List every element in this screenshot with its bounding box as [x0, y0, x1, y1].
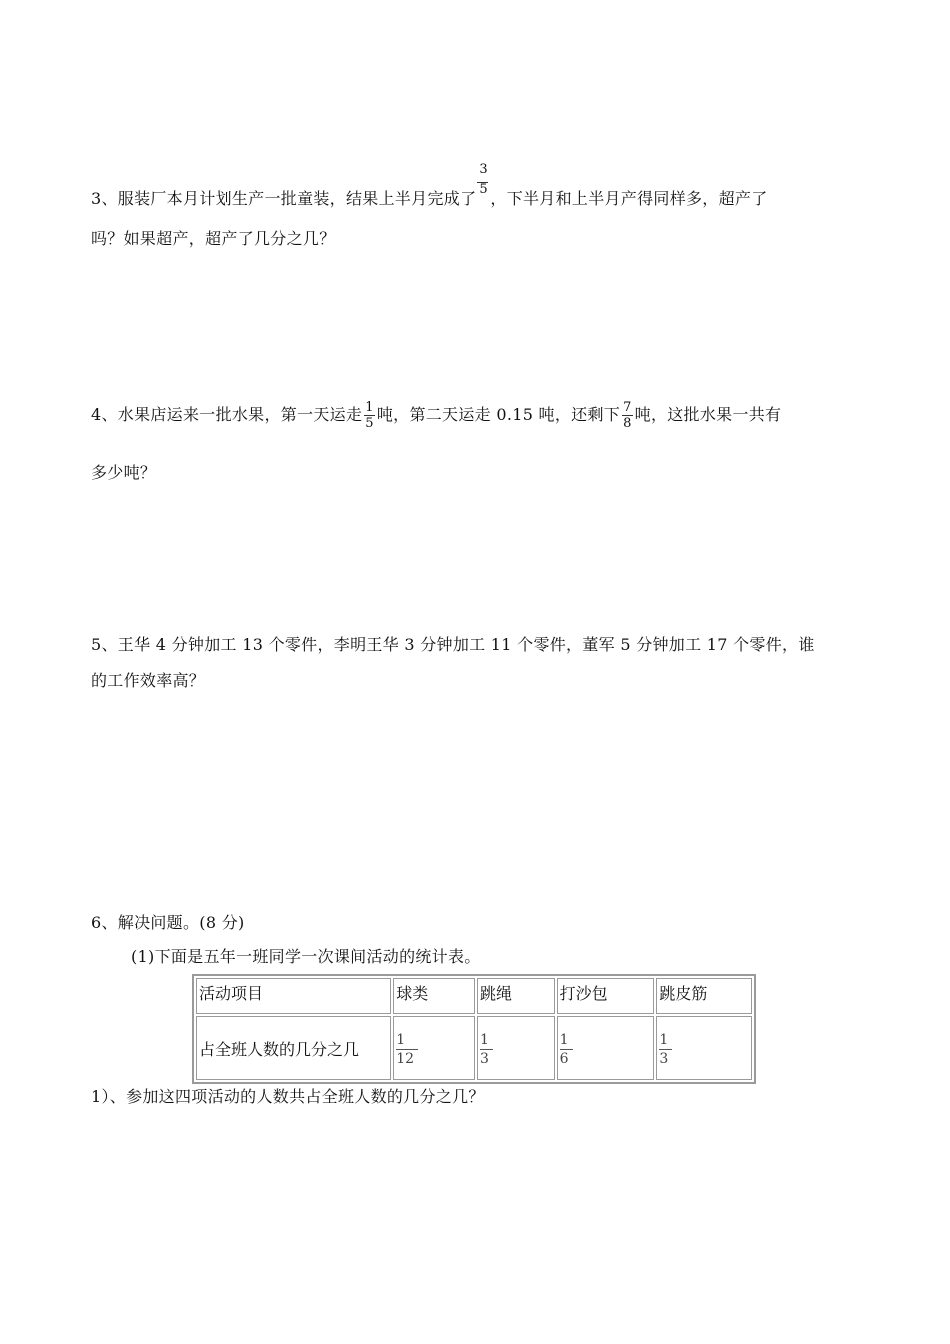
question-6-title: 6、解决问题。(8 分)	[91, 913, 245, 932]
question-4-line2: 多少吨？	[91, 463, 157, 482]
question-4-text-post: 吨，这批水果一共有	[634, 405, 782, 424]
question-5-line1: 5、王华 4 分钟加工 13 个零件，李明王华 3 分钟加工 11 个零件，董军 5 分钟加工 17 个零件，谁	[91, 635, 815, 654]
question-4-fraction-2: $\frac{7}{8}$	[623, 400, 632, 431]
question-4-fraction-1: $\frac{1}{5}$	[365, 400, 374, 431]
table-cell-fraction: $\frac{1}{3}$	[477, 1016, 555, 1080]
question-6-part-1: 1）、参加这四项活动的人数共占全班人数的几分之几？	[91, 1087, 485, 1106]
question-3-text-pre: 3、服装厂本月计划生产一批童装，结果上半月完成了	[91, 189, 477, 208]
question-4-text-mid: 吨，第二天运走 0.15 吨，还剩下	[376, 405, 621, 424]
table-header-row	[196, 978, 752, 1014]
question-5-line2: 的工作效率高？	[91, 671, 206, 690]
table-row	[196, 1016, 752, 1080]
table-header-cell: 球类	[393, 978, 475, 1014]
question-3-line1	[91, 162, 768, 209]
question-3-line2: 吗？如果超产，超产了几分之几？	[91, 229, 336, 248]
table-header-cell: 跳绳	[477, 978, 555, 1014]
question-3-fraction: $\frac{3}{5}$	[479, 162, 488, 197]
question-4-line1	[91, 400, 781, 431]
question-4-text-pre: 4、水果店运来一批水果，第一天运走	[91, 405, 363, 424]
table-header-cell: 跳皮筋	[656, 978, 752, 1014]
table-cell-fraction: $\frac{1}{6}$	[557, 1016, 655, 1080]
table-header-cell: 活动项目	[196, 978, 391, 1014]
question-3-text-post: ，下半月和上半月产得同样多，超产了	[490, 189, 768, 208]
activity-stats-table	[192, 974, 756, 1084]
table-row-label: 占全班人数的几分之几	[196, 1016, 391, 1080]
question-6-subtitle: (1)下面是五年一班同学一次课间活动的统计表。	[131, 947, 481, 966]
table-header-cell: 打沙包	[557, 978, 655, 1014]
table-cell-fraction: $\frac{1}{3}$	[656, 1016, 752, 1080]
table-cell-fraction: $\frac{1}{12}$	[393, 1016, 475, 1080]
